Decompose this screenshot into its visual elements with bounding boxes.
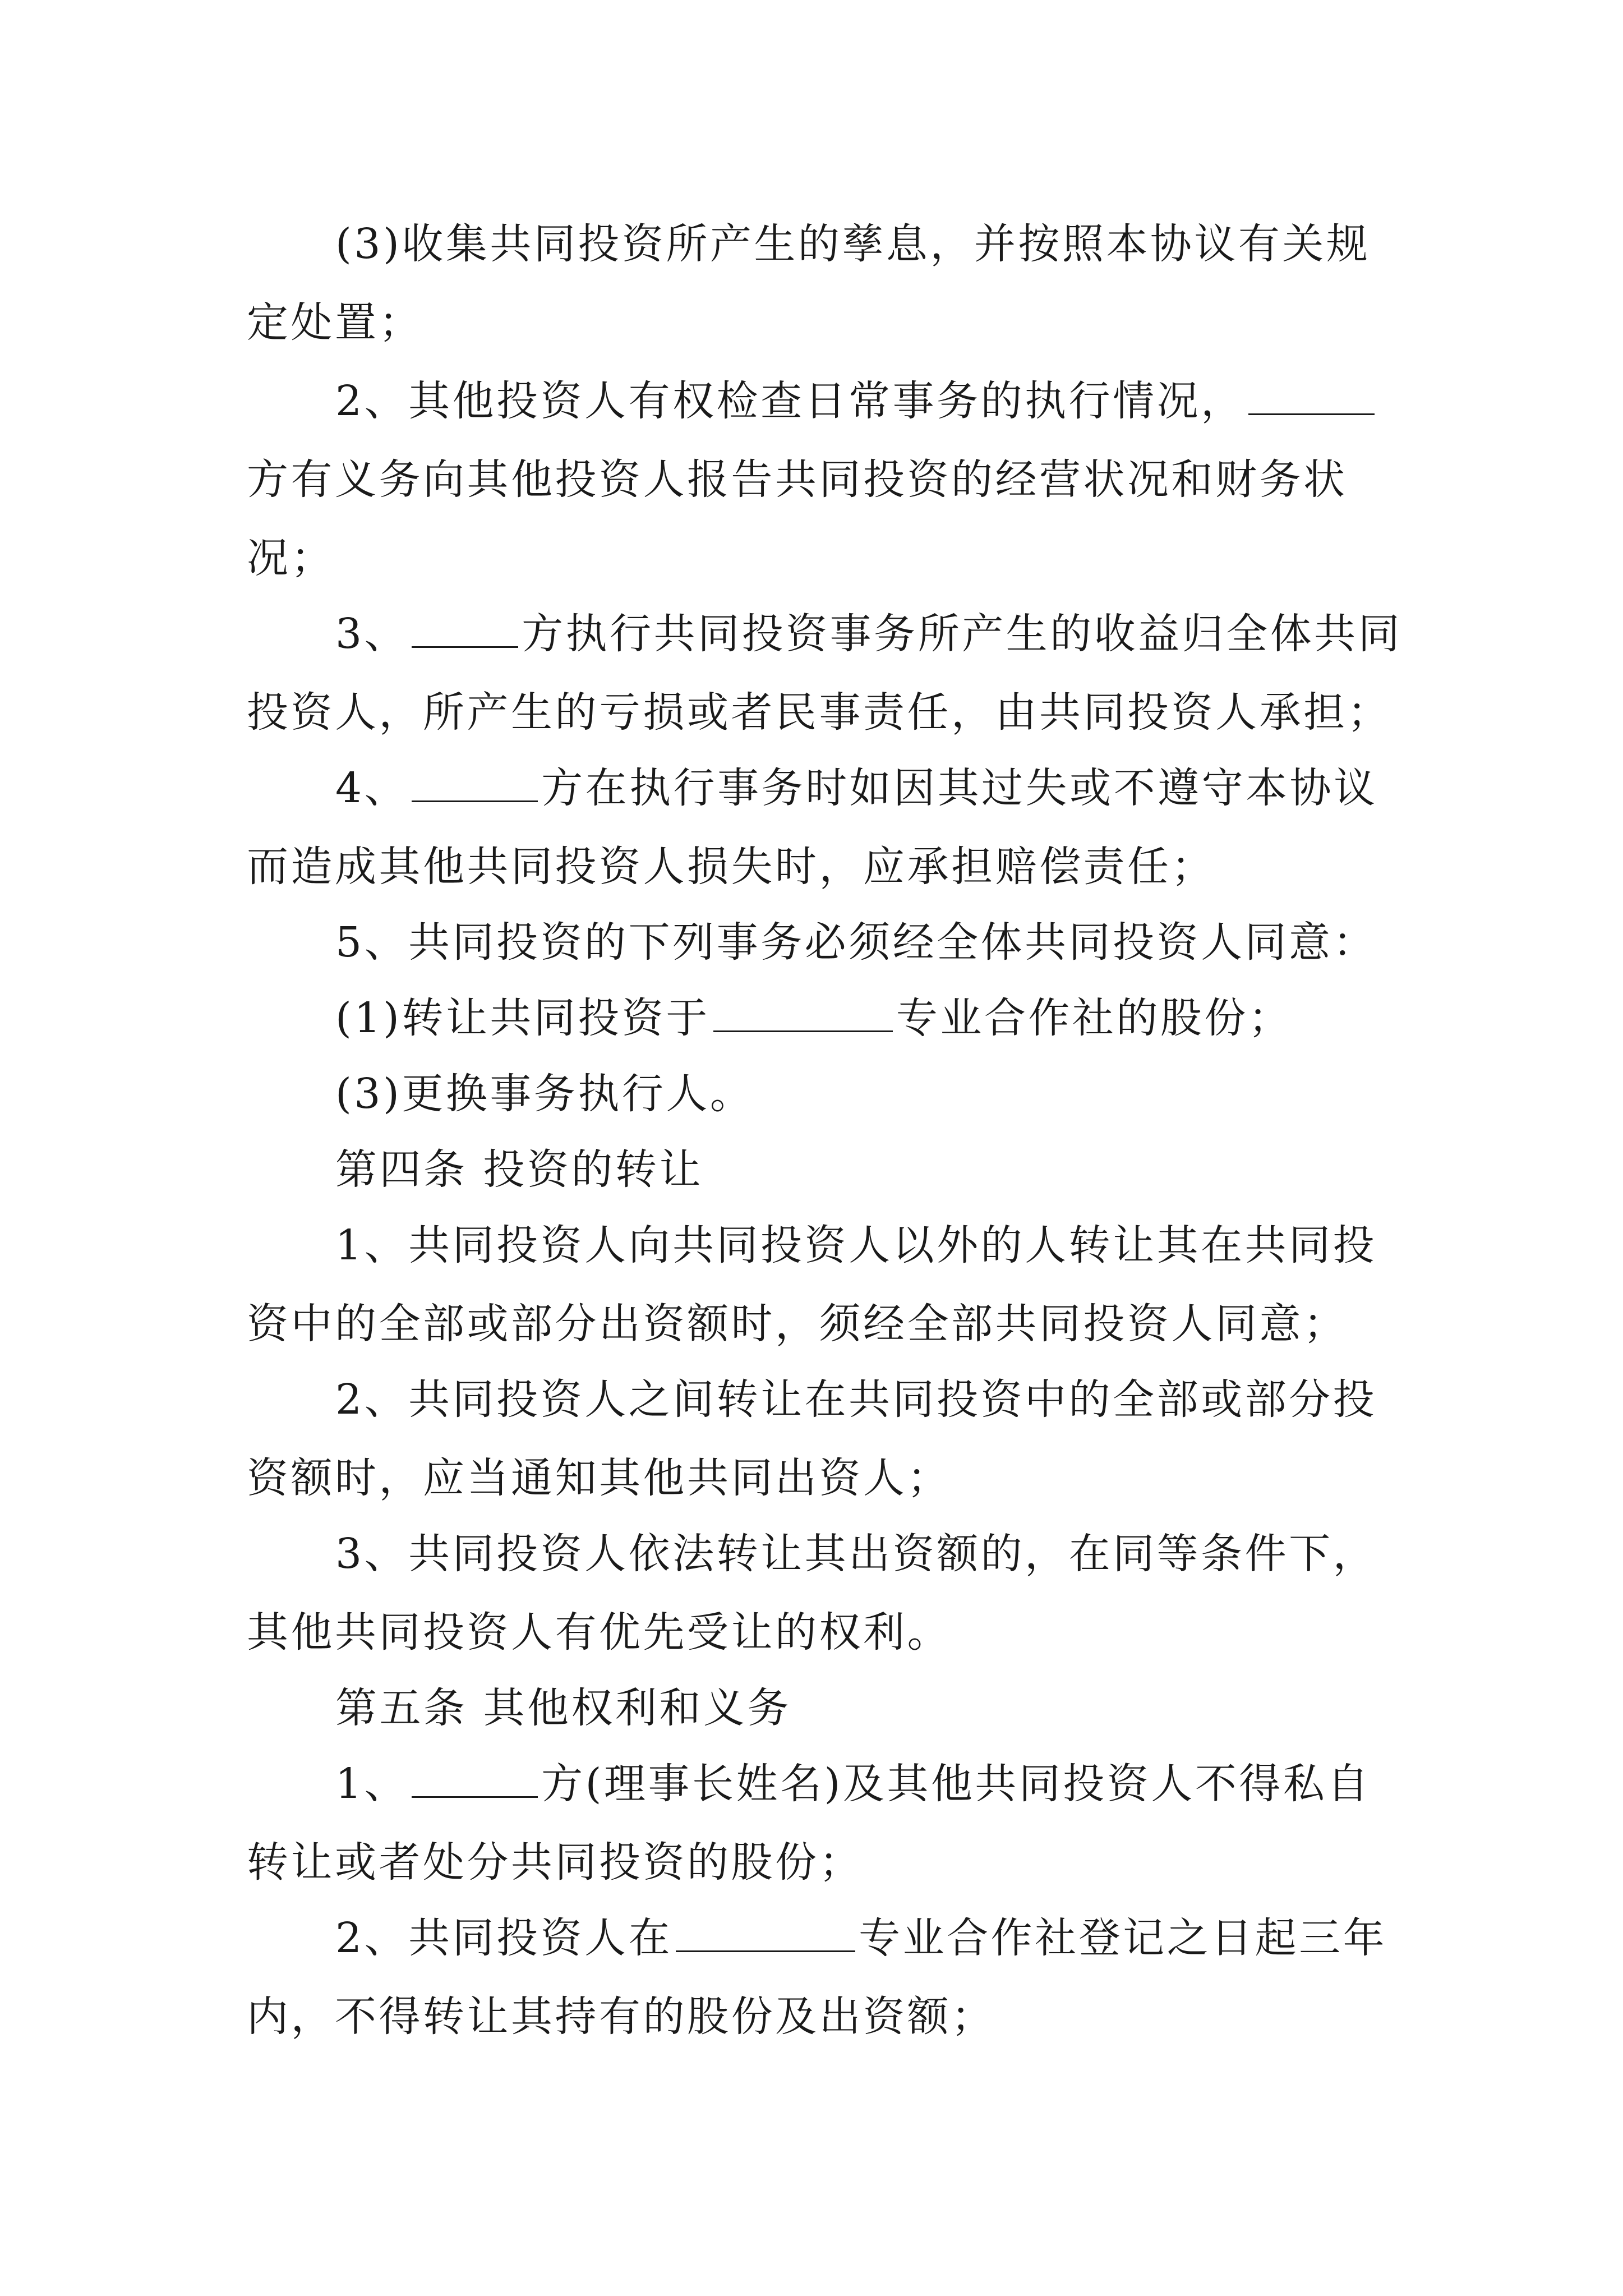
text: 资中的全部或部分出资额时，须经全部共同投资人同意； bbox=[247, 1300, 1348, 1348]
text: 转让或者处分共同投资的股份； bbox=[247, 1838, 863, 1887]
paragraph-line bbox=[247, 1604, 1391, 1660]
section-heading bbox=[335, 1142, 1391, 1198]
paragraph-line bbox=[247, 1450, 1391, 1506]
paragraph-line bbox=[247, 1296, 1391, 1352]
paragraph-line bbox=[335, 1910, 1391, 1966]
paragraph-line bbox=[335, 1066, 1391, 1122]
paragraph-line bbox=[247, 839, 1391, 895]
fill-in-blank bbox=[412, 766, 538, 802]
paragraph-line bbox=[335, 990, 1391, 1046]
text: 3、 bbox=[335, 610, 409, 658]
section-heading bbox=[335, 1680, 1391, 1736]
paragraph-line bbox=[247, 1834, 1391, 1890]
text: 第四条 投资的转让 bbox=[335, 1145, 704, 1194]
text: 资额时，应当通知其他共同出资人； bbox=[247, 1454, 951, 1502]
text: 内，不得转让其持有的股份及出资额； bbox=[247, 1993, 995, 2041]
text: 3、共同投资人依法转让其出资额的，在同等条件下， bbox=[335, 1530, 1377, 1578]
text: 方有义务向其他投资人报告共同投资的经营状况和财务状 bbox=[247, 455, 1348, 504]
text: 2、共同投资人之间转让在共同投资中的全部或部分投 bbox=[335, 1375, 1377, 1424]
paragraph-line bbox=[335, 216, 1391, 272]
fill-in-blank bbox=[412, 611, 518, 648]
text: 定处置； bbox=[247, 298, 423, 347]
paragraph-line bbox=[335, 1526, 1391, 1582]
text: (1)转让共同投资于 bbox=[335, 994, 710, 1042]
fill-in-blank bbox=[1248, 379, 1375, 415]
fill-in-blank bbox=[412, 1761, 538, 1798]
paragraph-line bbox=[247, 684, 1391, 740]
text: 方在执行事务时如因其过失或不遵守本协议 bbox=[541, 764, 1378, 812]
text: 方(理事长姓名)及其他共同投资人不得私自 bbox=[541, 1760, 1371, 1808]
fill-in-blank bbox=[713, 996, 893, 1032]
paragraph-line bbox=[335, 1217, 1391, 1273]
paragraph-line bbox=[247, 452, 1391, 508]
text: 2、其他投资人有权检查日常事务的执行情况， bbox=[335, 377, 1245, 425]
paragraph-line bbox=[335, 1756, 1391, 1812]
text: 1、 bbox=[335, 1760, 409, 1808]
paragraph-line bbox=[247, 1989, 1391, 2045]
paragraph-line bbox=[335, 914, 1391, 970]
text: 1、共同投资人向共同投资人以外的人转让其在共同投 bbox=[335, 1221, 1377, 1269]
text: 投资人，所产生的亏损或者民事责任，由共同投资人承担； bbox=[247, 688, 1391, 737]
text: (3)收集共同投资所产生的孳息，并按照本协议有关规 bbox=[335, 220, 1371, 268]
text: 况； bbox=[247, 534, 335, 582]
paragraph-line bbox=[335, 1372, 1391, 1428]
paragraph-line bbox=[247, 295, 1391, 351]
text: (3)更换事务执行人。 bbox=[335, 1070, 754, 1118]
text: 4、 bbox=[335, 764, 409, 812]
text: 其他共同投资人有优先受让的权利。 bbox=[247, 1608, 951, 1657]
paragraph-line bbox=[335, 373, 1391, 429]
text: 专业合作社的股份； bbox=[896, 994, 1293, 1042]
text: 5、共同投资的下列事务必须经全体共同投资人同意： bbox=[335, 918, 1377, 967]
paragraph-line bbox=[247, 530, 1391, 586]
text: 2、共同投资人在 bbox=[335, 1914, 673, 1962]
text: 而造成其他共同投资人损失时，应承担赔偿责任； bbox=[247, 843, 1215, 891]
paragraph-line bbox=[335, 606, 1403, 662]
text: 专业合作社登记之日起三年 bbox=[859, 1914, 1387, 1962]
fill-in-blank bbox=[676, 1916, 855, 1952]
paragraph-line bbox=[335, 760, 1391, 816]
text: 第五条 其他权利和义务 bbox=[335, 1684, 792, 1732]
text: 方执行共同投资事务所产生的收益归全体共同 bbox=[522, 610, 1403, 658]
